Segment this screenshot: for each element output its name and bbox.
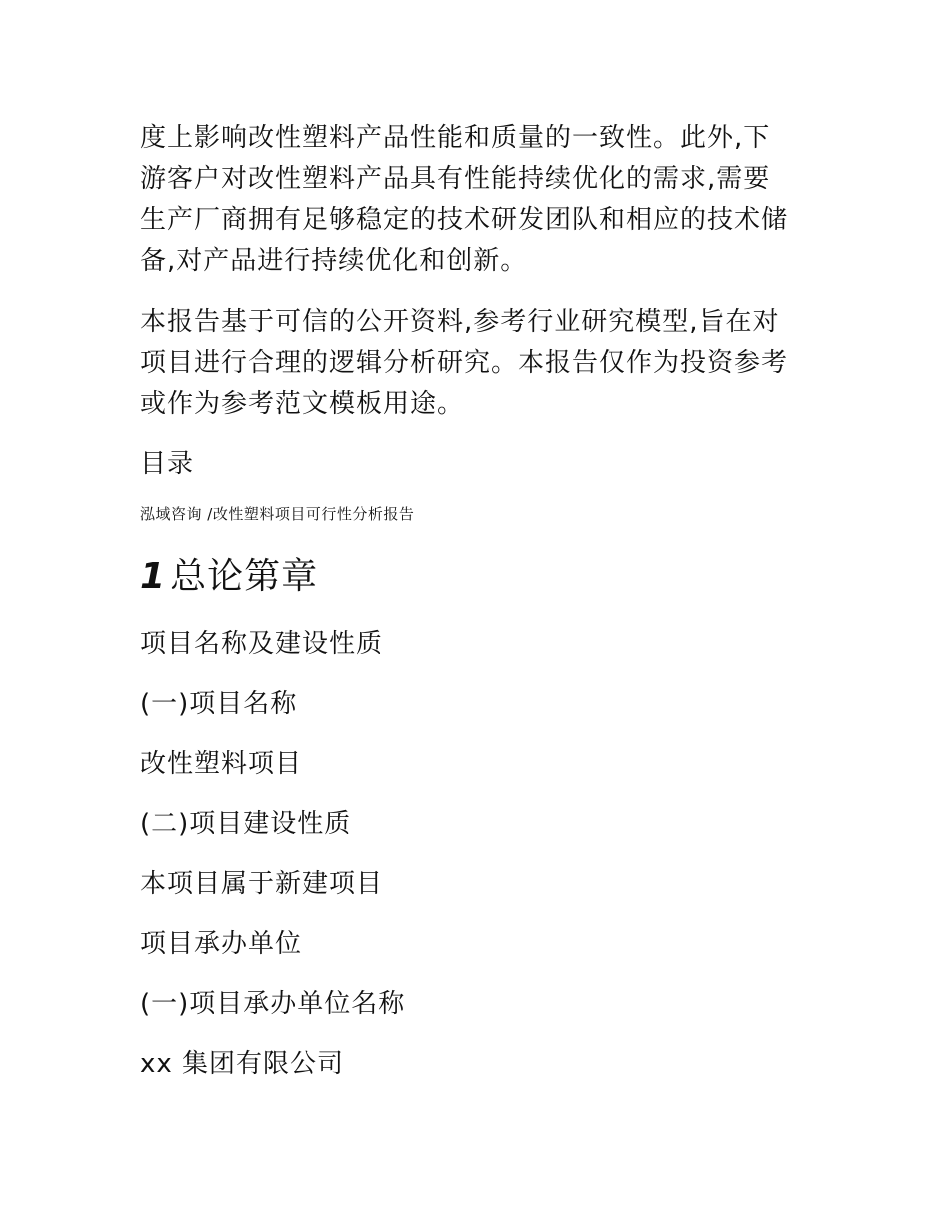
paragraph-line: 游客户对改性塑料产品具有性能持续优化的需求,需要 bbox=[140, 164, 771, 194]
chapter-title: 总论第章 bbox=[170, 556, 319, 597]
paragraph-line: 或作为参考范文模板用途。 bbox=[140, 389, 465, 419]
paragraph-line: 生产厂商拥有足够稳定的技术研发团队和相应的技术储 bbox=[140, 205, 789, 235]
intro-paragraph-1 bbox=[140, 118, 820, 282]
subsection-heading: (一)项目承办单位名称 bbox=[140, 989, 406, 1019]
body-text: 改性塑料项目 bbox=[140, 749, 303, 779]
running-header: 泓域咨询 /改性塑料项目可行性分析报告 bbox=[140, 505, 415, 523]
body-text: xx 集团有限公司 bbox=[140, 1049, 345, 1079]
chapter-number: 1 bbox=[140, 556, 167, 597]
paragraph-line: 本报告基于可信的公开资料,参考行业研究模型,旨在对 bbox=[140, 307, 780, 337]
paragraph-line: 项目进行合理的逻辑分析研究。本报告仅作为投资参考 bbox=[140, 348, 789, 378]
body-text: 本项目属于新建项目 bbox=[140, 869, 384, 899]
subsection-heading: (一)项目名称 bbox=[140, 689, 298, 719]
paragraph-line: 备,对产品进行持续优化和创新。 bbox=[140, 246, 528, 276]
chapter-heading bbox=[140, 553, 318, 601]
paragraph-line: 度上影响改性塑料产品性能和质量的一致性。此外,下 bbox=[140, 123, 771, 153]
section-heading: 项目承办单位 bbox=[140, 929, 303, 959]
subsection-heading: (二)项目建设性质 bbox=[140, 809, 352, 839]
section-heading: 项目名称及建设性质 bbox=[140, 629, 384, 659]
toc-label: 目录 bbox=[140, 449, 195, 479]
intro-paragraph-2 bbox=[140, 302, 820, 425]
